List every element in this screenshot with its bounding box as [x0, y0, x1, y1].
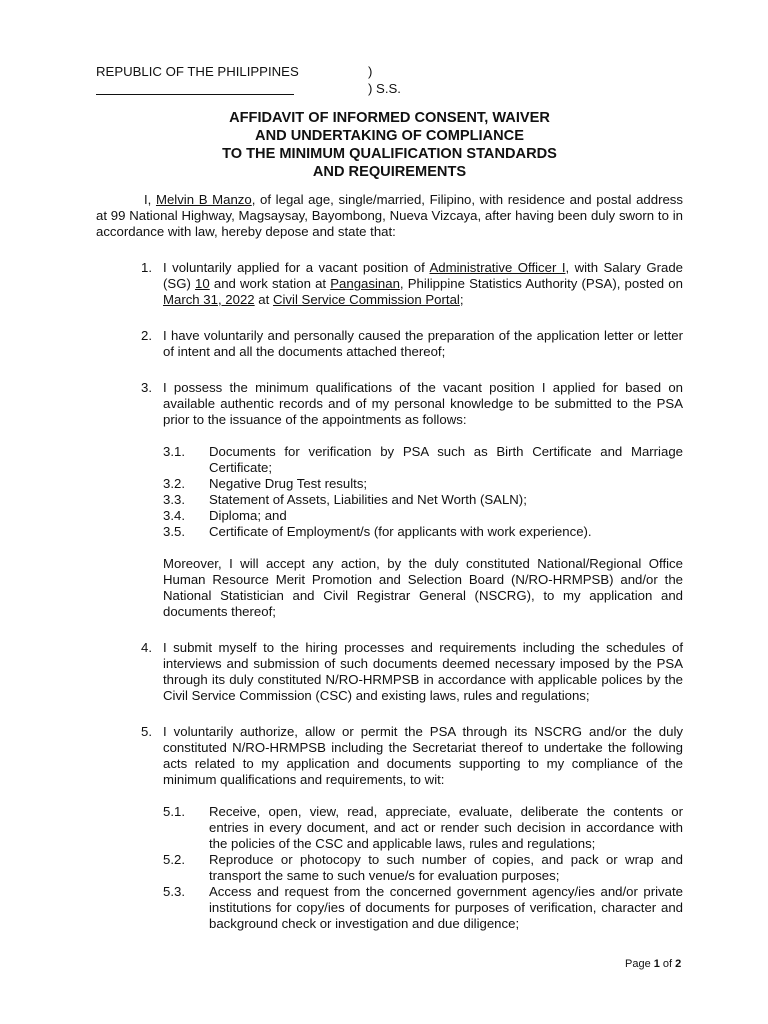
ss-label: ) S.S.	[368, 81, 401, 96]
statement-item-3: 3. I possess the minimum qualifications of the vacant position I applied for based on available authentic records and of my personal knowledge to be submitted to the PSA prior to the issuance of the appointments as follows: 3.1. Documents for verification by PSA such as Birth Certificate and Marriage Certificate; 3.2. Negative Drug Test results; 3.3. Statement of Assets, Liabilities and Net Worth (SALN); 3.4. Diploma; and 3.5. Certificate of Employment/s (for applicants with work experience). Moreover, I will accept any action, by the duly constituted National/Regional Office Human Resource Merit Promotion and Selection Board (N/RO-HRMPSB) and/or the National Statistician and Civil Registrar General (NSCRG), to my application and documents thereof;	[141, 380, 683, 619]
affidavit-body	[96, 192, 683, 952]
sub-item: 5.1. Receive, open, view, read, appreciate, evaluate, deliberate the contents or entries in every document, and act or render such decision in accordance with the policies of the CSC and applicable laws, rules and regulations;	[163, 804, 683, 851]
authorization-sublist	[163, 804, 683, 932]
salary-grade: 10	[195, 276, 210, 291]
venue-paren: )	[368, 64, 373, 79]
posting-date: March 31, 2022	[163, 292, 255, 307]
page-number: Page 1 of 2	[625, 958, 682, 970]
title-line: AND UNDERTAKING OF COMPLIANCE	[255, 128, 524, 144]
title-line: AND REQUIREMENTS	[312, 164, 467, 180]
venue-blank-line	[96, 80, 294, 95]
affiant-name: Melvin B Manzo	[155, 192, 252, 207]
sub-item: 5.3. Access and request from the concerned government agency/ies and/or private institutions for copy/ies of documents for purposes of verification, character and background check or investigation and due diligence;	[163, 884, 683, 931]
venue-block	[96, 63, 401, 99]
sub-item: 3.2. Negative Drug Test results;	[163, 476, 368, 491]
sub-item: 3.4. Diploma; and	[163, 508, 287, 523]
title-line: TO THE MINIMUM QUALIFICATION STANDARDS	[222, 146, 557, 162]
title-line: AFFIDAVIT OF INFORMED CONSENT, WAIVER	[229, 110, 550, 126]
requirements-sublist	[163, 444, 683, 540]
work-station: Pangasinan	[330, 276, 400, 291]
statements-list	[96, 260, 683, 932]
sub-item: 3.1. Documents for verification by PSA such as Birth Certificate and Marriage Certificate;	[163, 444, 683, 475]
sub-item: 5.2. Reproduce or photocopy to such number of copies, and pack or wrap and transport the same to such venue/s for evaluation purposes;	[163, 852, 683, 883]
sub-item: 3.5. Certificate of Employment/s (for applicants with work experience).	[163, 524, 592, 539]
position-title: Administrative Officer I	[429, 260, 566, 275]
statement-item-1: 1. I voluntarily applied for a vacant position of Administrative Officer I, with Salary Grade (SG) 10 and work station at Pangasinan, Philippine Statistics Authority (PSA), posted on March 31, 2022 at Civil Service Commission Portal;	[141, 260, 683, 307]
statement-item-4: 4. I submit myself to the hiring processes and requirements including the schedules of interviews and submission of such documents deemed necessary imposed by the PSA through its duly constituted N/RO-HRMPSB in accordance with applicable polices by the Civil Service Commission (CSC) and existing laws, rules and regulations;	[141, 640, 683, 703]
republic-label: REPUBLIC OF THE PHILIPPINES	[96, 64, 299, 79]
posting-portal: Civil Service Commission Portal	[272, 292, 460, 307]
moreover-paragraph: Moreover, I will accept any action, by the duly constituted National/Regional Office Human Resource Merit Promotion and Selection Board (N/RO-HRMPSB) and/or the National Statistician and Civil Registrar General (NSCRG), to my application and documents thereof;	[163, 556, 683, 619]
intro-paragraph: I, Melvin B Manzo, of legal age, single/married, Filipino, with residence and postal address at 99 National Highway, Magsaysay, Bayombong, Nueva Vizcaya, after having been duly sworn to in accordance with law, hereby depose and state that:	[96, 192, 683, 239]
statement-item-2: 2. I have voluntarily and personally caused the preparation of the application letter or letter of intent and all the documents attached thereof;	[141, 328, 683, 359]
statement-item-5: 5. I voluntarily authorize, allow or permit the PSA through its NSCRG and/or the duly constituted N/RO-HRMPSB including the Secretariat thereof to undertake the following acts related to my application and documents supporting to my compliance of the minimum qualifications and requirements, to wit: 5.1. Receive, open, view, read, appreciate, evaluate, deliberate the contents or entries in every document, and act or render such decision in accordance with the policies of the CSC and applicable laws, rules and regulations; 5.2. Reproduce or photocopy to such number of copies, and pack or wrap and transport the same to such venue/s for evaluation purposes; 5.3. Access and request from the concerned government agency/ies and/or private institutions for copy/ies of documents for purposes of verification, character and background check or investigation and due diligence;	[141, 724, 683, 931]
document-title	[96, 109, 683, 181]
sub-item: 3.3. Statement of Assets, Liabilities and Net Worth (SALN);	[163, 492, 527, 507]
